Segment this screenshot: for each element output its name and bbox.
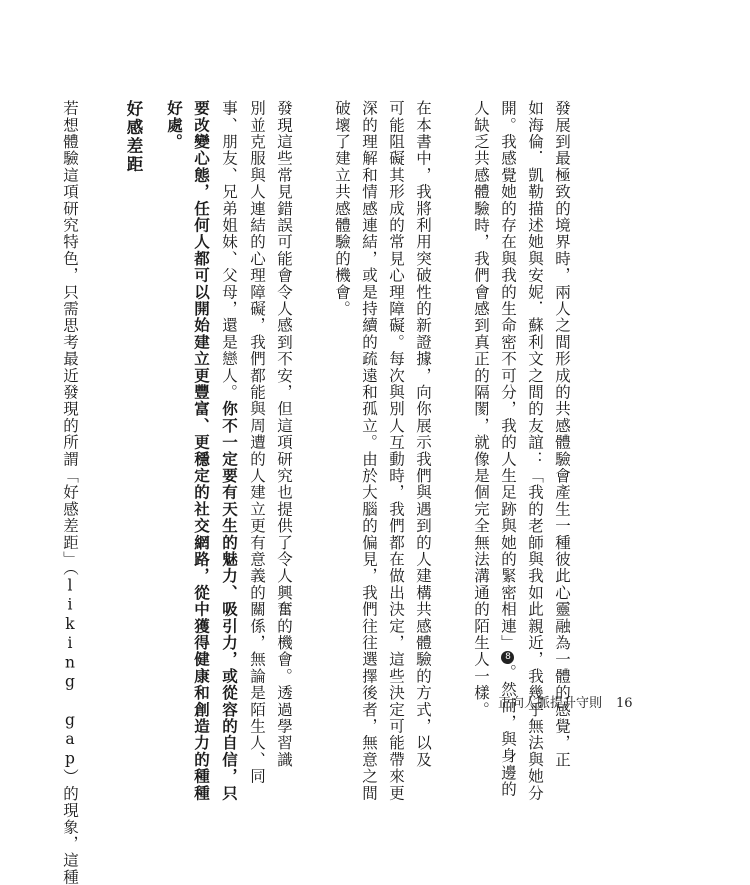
column-text: 發展到最極致的境界時，兩人之間形成的共感體驗會產生一種彼此心靈融為一體的感覺，正 <box>553 100 571 768</box>
column-text: 要改變心態，任何人都可以開始建立更豐富、更穩定的社交網路，從中獲得健康和創造力的種種 <box>192 100 211 802</box>
text-column <box>548 100 575 768</box>
column-text: 深的理解和情感連結，或是持續的疏遠和孤立。由於大腦的偏見，我們往往選擇後者，無意之間 <box>360 100 378 802</box>
text-column <box>467 100 494 718</box>
page-footer <box>498 692 633 711</box>
text-column <box>382 100 409 802</box>
column-text: 發現這些常見錯誤可能會令人感到不安，但這項研究也提供了令人興奮的機會。透過學習識 <box>275 100 293 768</box>
column-text: 若想體驗這項研究特色，只需思考最近發現的所謂「好感差距」（liking gap）的現象，這種 <box>61 100 79 885</box>
section-heading <box>120 100 147 640</box>
column-text: 人缺乏共感體驗時，我們會感到真正的隔閡，就像是個完全無法溝通的陌生人一樣。 <box>472 100 490 718</box>
column-text: 好處。 <box>165 100 184 151</box>
column-text: 開。我感覺她的存在與我的生命密不可分，我的人生足跡與她的緊密相連」 <box>499 100 517 652</box>
text-column <box>521 100 548 802</box>
page-number: 16 <box>616 696 633 711</box>
text-column <box>161 100 188 640</box>
text-column <box>355 100 382 802</box>
text-column <box>243 100 270 785</box>
text-column <box>409 100 467 768</box>
column-text-bold: 你不一定要有天生的魅力、吸引力，或從容的自信，只 <box>220 400 239 802</box>
heading-text: 好感差距 <box>124 100 143 174</box>
text-column <box>494 100 521 798</box>
column-text: 別並克服與人連結的心理障礙，我們都能與周遭的人建立更有意義的關係，無論是陌生人、同 <box>248 100 266 785</box>
text-column <box>188 100 215 802</box>
column-text: 可能阻礙其形成的常見心理障礙。每次與別人互動時，我們都在做出決定，這些決定可能帶來更 <box>387 100 405 802</box>
column-text: 在本書中，我將利用突破性的新證據，向你展示我們與遇到的人建構共感體驗的方式，以及 <box>414 100 432 768</box>
text-column <box>328 100 355 640</box>
footnote-marker: 8 <box>503 652 513 664</box>
running-title: 正向人脈提升守則 <box>498 696 603 711</box>
column-text: 如海倫．凱勒描述她與安妮．蘇利文之間的友誼：「我的老師與我如此親近，我幾乎無法與她分 <box>526 100 544 802</box>
text-column <box>215 100 243 802</box>
column-text-tail: 。然而，與身邊的 <box>499 664 517 798</box>
text-column <box>270 100 328 768</box>
column-text: 破壞了建立共感體驗的機會。 <box>333 100 351 318</box>
column-text: 事、朋友、兄弟姐妹、父母，還是戀人。 <box>220 100 238 401</box>
text-column <box>56 100 114 885</box>
